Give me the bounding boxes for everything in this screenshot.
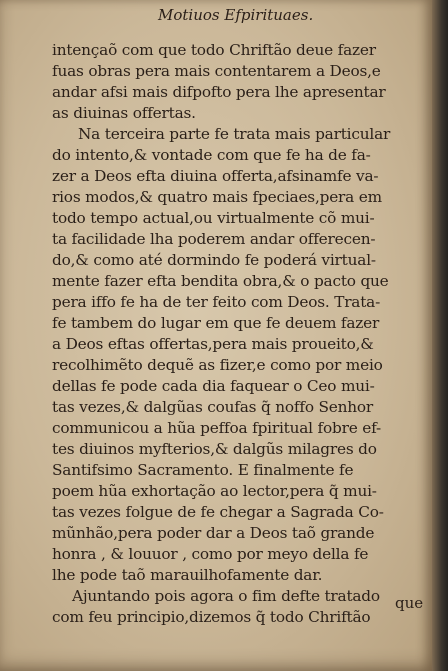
text-line: tes diuinos myfterios,& dalgũs milagres do: [52, 440, 377, 458]
text-line: Na terceira parte fe trata mais particular: [78, 125, 391, 143]
text-line: fuas obras pera mais contentarem a Deos,e: [52, 62, 381, 80]
running-head: Motiuos Efpirituaes.: [158, 6, 314, 24]
text-line: intençaõ com que todo Chriftão deue fazer: [52, 41, 376, 59]
text-line: rios modos,& quatro mais fpeciaes,pera em: [52, 188, 382, 206]
text-line: as diuinas offertas.: [52, 104, 196, 122]
text-line: todo tempo actual,ou virtualmente cõ mui-: [52, 209, 375, 227]
text-line: pera iffo fe ha de ter feito com Deos. Trata-: [52, 293, 381, 311]
text-line: ta facilidade lha poderem andar offerecen-: [52, 230, 376, 248]
text-line: recolhimẽto dequẽ as fizer,e como por meio: [52, 356, 383, 374]
text-line: do,& como até dormindo fe poderá virtual-: [52, 251, 376, 269]
text-line: tas vezes,& dalgũas coufas q̃ noffo Senhor: [52, 398, 374, 416]
catchword: que: [395, 594, 424, 612]
text-line: Santifsimo Sacramento. E finalmente fe: [52, 461, 354, 479]
text-line: do intento,& vontade com que fe ha de fa-: [52, 146, 371, 164]
text-line: lhe pode taõ marauilhofamente dar.: [52, 566, 323, 584]
text-line: honra , & louuor , como por meyo della fe: [52, 545, 369, 563]
text-line: dellas fe pode cada dia faquear o Ceo mui-: [52, 377, 375, 395]
text-line: andar afsi mais difpofto pera lhe apresentar: [52, 83, 386, 101]
text-line: zer a Deos efta diuina offerta,afsinamfe va-: [52, 167, 379, 185]
text-line: com feu principio,dizemos q̃ todo Chriftão: [52, 608, 371, 626]
text-line: mũnhão,pera poder dar a Deos taõ grande: [52, 524, 375, 542]
text-line: mente fazer efta bendita obra,& o pacto que: [52, 272, 389, 290]
text-line: communicou a hũa peffoa fpiritual fobre ef-: [52, 419, 381, 437]
text-line: tas vezes folgue de fe chegar a Sagrada Co-: [52, 503, 384, 521]
text-line: fe tambem do lugar em que fe deuem fazer: [52, 314, 380, 332]
page-edge: [432, 0, 448, 671]
text-line: poem hũa exhortação ao lector,pera q̃ mui-: [52, 482, 377, 500]
text-line: a Deos eftas offertas,pera mais proueito,&: [52, 335, 374, 353]
text-line: Ajuntando pois agora o fim defte tratado: [72, 587, 380, 605]
